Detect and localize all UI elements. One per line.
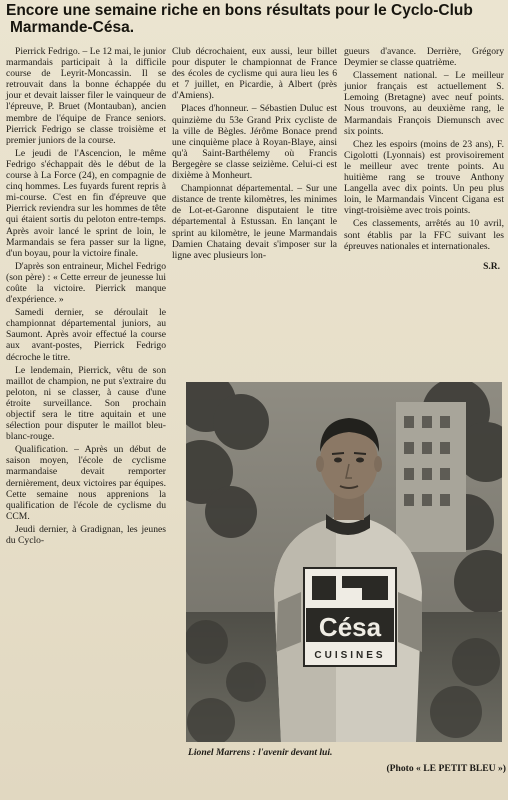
headline-line-1: Encore une semaine riche en bons résultats pour le Cyclo-Club <box>6 2 473 19</box>
cyclist-photo-illustration <box>186 382 502 742</box>
author-signature: S.R. <box>483 261 500 272</box>
paragraph: Ces classements, arrêtés au 10 avril, sont établis par la FFC suivant les épreuves nationales et internationales. <box>344 218 504 252</box>
paragraph: gueurs d'avance. Derrière, Grégory Deymier se classe quatrième. <box>344 46 504 69</box>
paragraph: D'après son entraineur, Michel Fedrigo (son père) : « Cette erreur de jeunesse lui coûte la victoire. Pierrick manque d'expérience. » <box>6 260 166 306</box>
paragraph: Places d'honneur. – Sébastien Duluc est quinzième du 53e Grand Prix cycliste de la ville de Bègles. Jérôme Bonace prend une cinquième place à Royan-Blaye, ainsi qu'à Saint-Barthélemy où Francis Bergegère se classe seizième. Celui-ci est dixième à Monheurt. <box>172 103 337 182</box>
jersey-brand-text: Césa <box>318 612 382 642</box>
paragraph: Qualification. – Après un début de saison moyen, l'école de cyclisme marmandaise devait remporter dernièrement, deux victoires par équipes. Cette semaine nous apprenions la qualification de l'école de cyclisme du CCM. <box>6 444 166 522</box>
paragraph: Chez les espoirs (moins de 23 ans), F. Cigolotti (Lyonnais) est provisoirement le meilleur avec trente points. Au huitième rang se trouve Anthony Langella avec dix points. Un peu plus loin, le Marmandais Vincent Cigana est vingt-troisième avec trois points. <box>344 138 504 217</box>
jersey-sub-text: CUISINES <box>314 650 386 661</box>
paragraph: Club décrochaient, eux aussi, leur billet pour disputer le championnat de France des écoles de cyclisme qui aura lieu les 6 et 7 juillet, en Picardie, à Albert (près d'Amiens). <box>172 46 337 102</box>
photo-credit: (Photo « LE PETIT BLEU ») <box>386 763 506 774</box>
paragraph: Classement national. – Le meilleur junior français est actuellement S. Lemoing (Bretagne) avec neuf points. Nous trouvons, au deuxième rang, le Marmandais François Diemunsch avec six points. <box>344 70 504 137</box>
cyclist-photo <box>186 382 502 742</box>
article-column-1 <box>6 46 166 548</box>
paragraph: Le lendemain, Pierrick, vêtu de son maillot de champion, ne put s'extraire du peloton, ni se classer, à cause d'une étroite surveillance. Son prochain objectif sera le titre aquitain et une sélection pour disputer le maillot bleu-blanc-rouge. <box>6 364 166 443</box>
article-column-2 <box>172 46 337 263</box>
paragraph: Le jeudi de l'Ascencion, le même Fedrigo s'échappait dès le début de la course à La Force (24), en compagnie de cinq hommes. Les fuyards furent repris à mi-course. C'est en fin d'épreuve que Pierrick reviendra sur les hommes de tête qui étaient sortis du peloton entre-temps. Après avoir lancé le sprint de loin, le Marmandais se fera passer sur la ligne, d'un boyau, pour la victoire finale. <box>6 147 166 259</box>
paragraph: Jeudi dernier, à Gradignan, les jeunes du Cyclo- <box>6 523 166 547</box>
article-column-3 <box>344 46 504 273</box>
photo-caption: Lionel Marrens : l'avenir devant lui. <box>188 747 333 758</box>
headline-line-2: Marmande-Césa. <box>10 19 135 36</box>
article-headline <box>6 2 502 36</box>
paragraph: Samedi dernier, se déroulait le championnat départemental juniors, au Saumont. Après avoir effectué la course aux avant-postes, Pierrick Fedrigo décroche le titre. <box>6 307 166 363</box>
paragraph: Pierrick Fedrigo. – Le 12 mai, le junior marmandais participait à la difficile course de Leyrit-Moncassin. Il se retrouvait dans la bonne échappée du jour et devait laisser filer le vainqueur de l'épreuve, P. Bruet (Montauban), ancien membre de l'équipe de France seniors. Pierrick Fedrigo se classe troisième et premier juniors de la course. <box>6 46 166 146</box>
paragraph: Championnat départemental. – Sur une distance de trente kilomètres, les minimes de Lot-et-Garonne disputaient le titre départemental à Estussan. En lançant le sprint au kilomètre, le jeune Marmandais Damien Chataing devait s'imposer sur la ligne avec plusieurs lon- <box>172 183 337 261</box>
